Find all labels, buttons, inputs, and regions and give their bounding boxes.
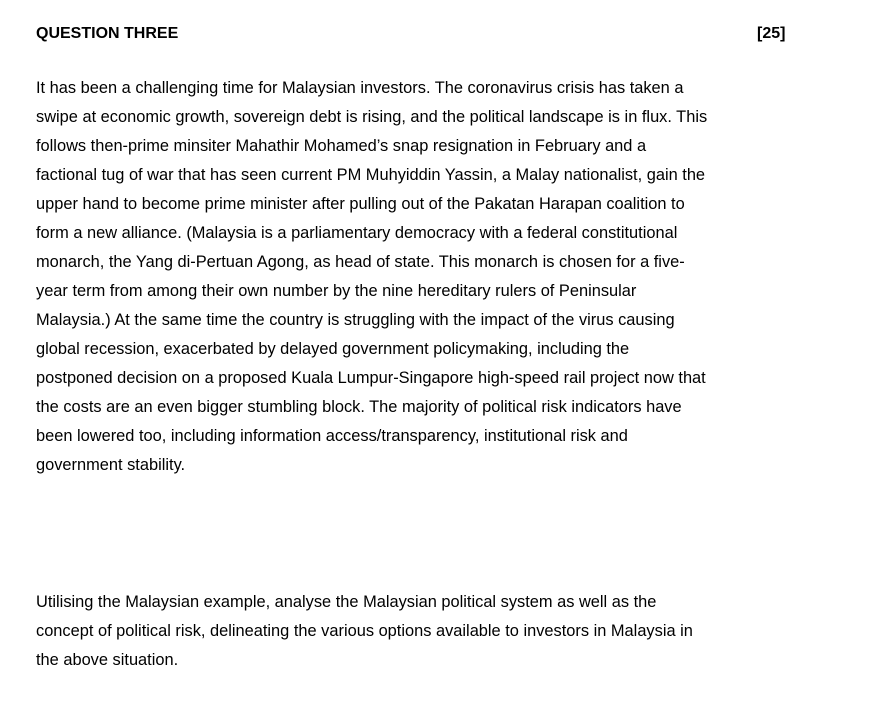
text-line: postponed decision on a proposed Kuala Lumpur-Singapore high-speed rail project now that [36, 369, 706, 387]
text-line: It has been a challenging time for Malaysian investors. The coronavirus crisis has taken a [36, 79, 684, 97]
text-line: form a new alliance. (Malaysia is a parliamentary democracy with a federal constitutional [36, 224, 678, 242]
text-line: the costs are an even bigger stumbling block. The majority of political risk indicators have [36, 398, 682, 416]
text-line: factional tug of war that has seen current PM Muhyiddin Yassin, a Malay nationalist, gain the [36, 166, 706, 184]
text-line: follows then-prime minsiter Mahathir Mohamed’s snap resignation in February and a [36, 137, 647, 155]
text-line: monarch, the Yang di-Pertuan Agong, as head of state. This monarch is chosen for a five- [36, 253, 685, 271]
text-line: Malaysia.) At the same time the country is struggling with the impact of the virus causing [36, 311, 675, 329]
text-line: Utilising the Malaysian example, analyse the Malaysian political system as well as the [36, 593, 657, 611]
text-line: the above situation. [36, 651, 179, 669]
text-line: concept of political risk, delineating the various options available to investors in Malaysia in [36, 622, 693, 640]
text-line: been lowered too, including information access/transparency, institutional risk and [36, 427, 628, 445]
question-instruction-paragraph [36, 588, 693, 675]
text-line: year term from among their own number by the nine hereditary rulers of Peninsular [36, 282, 637, 300]
text-line: upper hand to become prime minister after pulling out of the Pakatan Harapan coalition to [36, 195, 685, 213]
case-study-paragraph [36, 74, 707, 480]
question-title: QUESTION THREE [36, 25, 179, 42]
text-line: global recession, exacerbated by delayed government policymaking, including the [36, 340, 630, 358]
text-line: swipe at economic growth, sovereign debt is rising, and the political landscape is in flux. This [36, 108, 708, 126]
text-line: government stability. [36, 456, 186, 474]
question-header [36, 22, 796, 46]
question-marks: [25] [757, 25, 786, 42]
